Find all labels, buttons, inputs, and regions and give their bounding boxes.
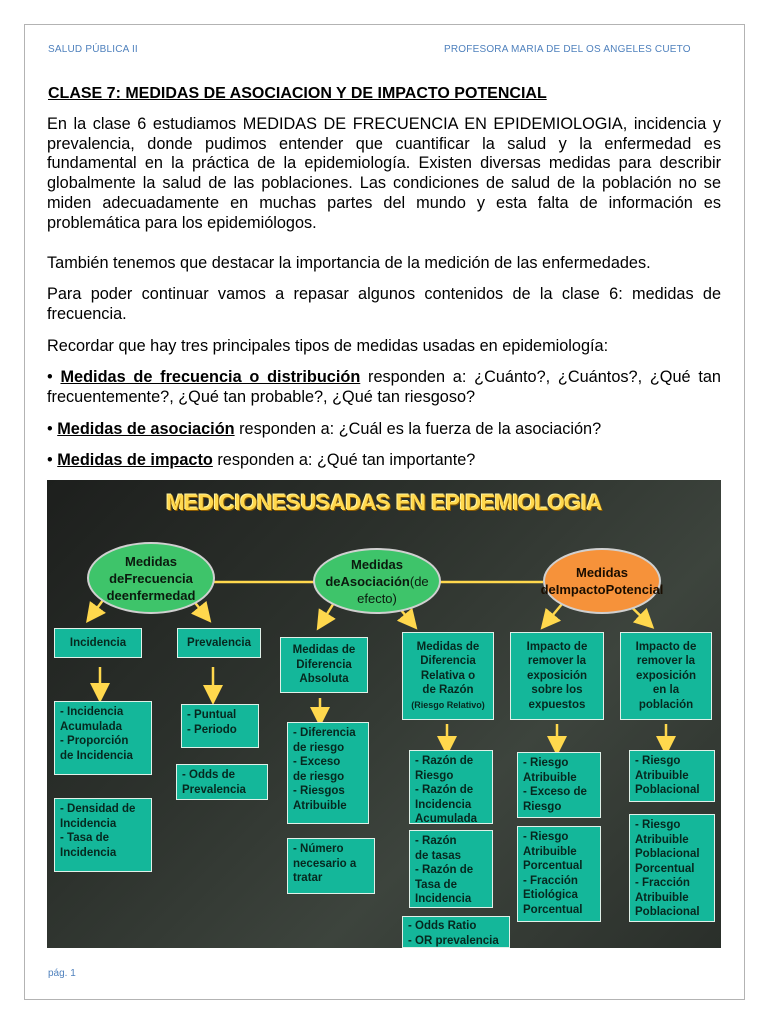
bullet-term: Medidas de impacto xyxy=(57,451,213,469)
box-riesgo-poblacional: - Riesgo Atribuible Poblacional xyxy=(629,750,715,802)
paragraph-types: Recordar que hay tres principales tipos de medidas usadas en epidemiología: xyxy=(47,337,609,355)
paragraph-importance: También tenemos que destacar la importancia de la medición de las enfermedades. xyxy=(47,254,651,272)
box-densidad-incidencia: - Densidad de Incidencia - Tasa de Incidencia xyxy=(54,798,152,872)
box-diferencia-relativa: Medidas de Diferencia Relativa o de Razón (Riesgo Relativo) xyxy=(402,632,494,720)
header-course: SALUD PÚBLICA II xyxy=(48,44,138,55)
bullet-term: Medidas de asociación xyxy=(57,420,235,438)
epidemiology-diagram xyxy=(47,480,721,948)
bullet-term: Medidas de frecuencia o distribución xyxy=(60,368,361,386)
paragraph-review: Para poder continuar vamos a repasar algunos contenidos de la clase 6: medidas de frecuencia. xyxy=(47,285,721,323)
bullet-frecuencia: • Medidas de frecuencia o distribución responden a: ¿Cuánto?, ¿Cuántos?, ¿Qué tan frecuentemente?, ¿Qué tan probable?, ¿Qué tan riesgoso? xyxy=(47,368,721,406)
box-diferencia-riesgo: - Diferencia de riesgo - Exceso de riesgo - Riesgos Atribuible xyxy=(287,722,369,824)
box-incidencia-acumulada: - Incidencia Acumulada - Proporción de Incidencia xyxy=(54,701,152,775)
box-prevalencia: Prevalencia xyxy=(177,628,261,658)
box-puntual-periodo: - Puntual - Periodo xyxy=(181,704,259,748)
bullet-asociacion: • Medidas de asociación responden a: ¿Cuál es la fuerza de la asociación? xyxy=(47,420,602,438)
box-razon-tasas: - Razón de tasas - Razón de Tasa de Incidencia xyxy=(409,830,493,908)
box-diferencia-absoluta: Medidas de Diferencia Absoluta xyxy=(280,637,368,693)
box-odds-prevalencia: - Odds de Prevalencia xyxy=(176,764,268,800)
oval-medidas-asociacion: Medidas deAsociación(de efecto) xyxy=(313,548,441,614)
box-riesgo-poblacional-porcentual: - Riesgo Atribuible Poblacional Porcentual - Fracción Atribuible Poblacional xyxy=(629,814,715,922)
box-odds-ratio: - Odds Ratio - OR prevalencia xyxy=(402,916,510,948)
paragraph-intro: En la clase 6 estudiamos MEDIDAS DE FRECUENCIA EN EPIDEMIOLOGIA, incidencia y prevalencia, donde pudimos entender que cuantificar la salud y la enfermedad es fundamental en la práctica de la epidemiología. Existen diversas medidas para describir globalmente la salud de las poblaciones. Las condiciones de salud de la población no se miden adecuadamente en muchas partes del mundo y esta falta de información es problemática para los epidemiólogos. xyxy=(47,115,721,232)
box-numero-necesario: - Número necesario a tratar xyxy=(287,838,375,894)
oval-medidas-impacto: Medidas deImpactoPotencial xyxy=(543,548,661,614)
page-number: pág. 1 xyxy=(48,968,76,979)
box-impacto-expuestos: Impacto de remover la exposición sobre los expuestos xyxy=(510,632,604,720)
box-riesgo-atribuible: - Riesgo Atribuible - Exceso de Riesgo xyxy=(517,752,601,818)
box-riesgo-atribuible-porcentual: - Riesgo Atribuible Porcentual - Fracción Etiológica Porcentual xyxy=(517,826,601,922)
bullet-impacto: • Medidas de impacto responden a: ¿Qué tan importante? xyxy=(47,451,476,469)
header-professor: PROFESORA MARIA DE DEL OS ANGELES CUETO xyxy=(444,44,691,55)
oval-medidas-frecuencia: Medidas deFrecuencia deenfermedad xyxy=(87,542,215,614)
box-incidencia: Incidencia xyxy=(54,628,142,658)
box-razon-riesgo: - Razón de Riesgo - Razón de Incidencia Acumulada xyxy=(409,750,493,824)
diagram-title: MEDICIONESUSADAS EN EPIDEMIOLOGIA xyxy=(166,490,602,515)
page-title: CLASE 7: MEDIDAS DE ASOCIACION Y DE IMPACTO POTENCIAL xyxy=(48,85,547,102)
box-impacto-poblacion: Impacto de remover la exposición en la población xyxy=(620,632,712,720)
